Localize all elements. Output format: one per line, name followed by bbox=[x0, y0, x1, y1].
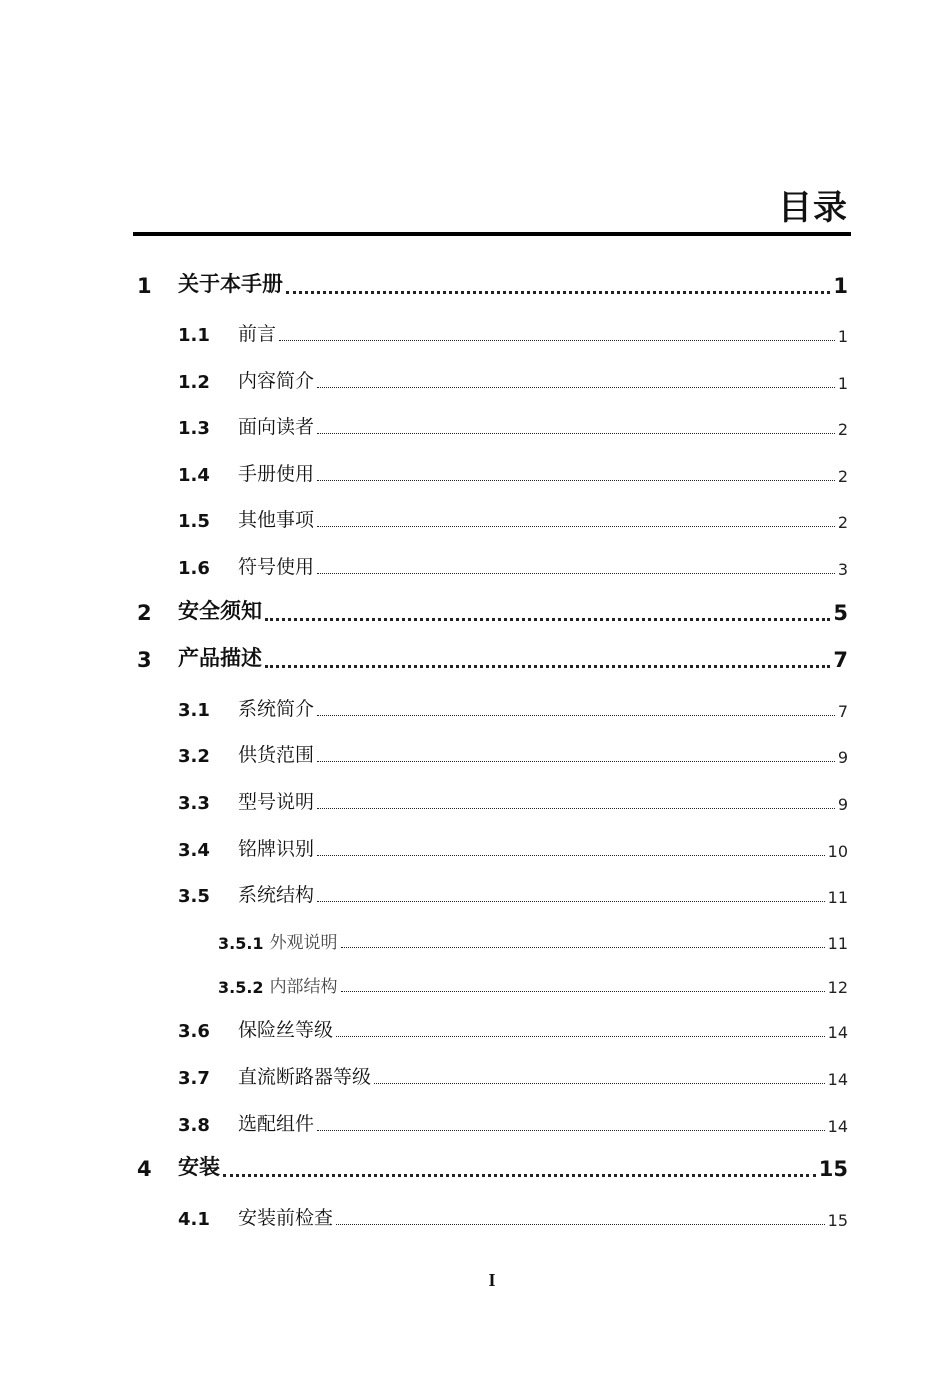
toc-entry[interactable] bbox=[133, 1200, 848, 1230]
toc-entry-number: 1 bbox=[137, 274, 152, 298]
dot-leader bbox=[317, 855, 825, 856]
toc-entry[interactable] bbox=[133, 784, 848, 814]
toc-entry[interactable] bbox=[133, 409, 848, 439]
toc-entry[interactable] bbox=[133, 1059, 848, 1089]
dot-leader bbox=[317, 573, 835, 574]
dot-leader bbox=[317, 715, 835, 716]
toc-entry-page: 9 bbox=[837, 748, 848, 767]
toc-entry-title: 直流断路器等级 bbox=[238, 1066, 372, 1088]
dot-leader bbox=[317, 901, 825, 902]
toc-entry[interactable] bbox=[133, 268, 848, 298]
toc-entry-title: 手册使用 bbox=[238, 463, 315, 485]
toc-entry-title: 系统结构 bbox=[238, 884, 315, 906]
toc-entry-title: 安装前检查 bbox=[238, 1207, 334, 1229]
toc-entry-page: 1 bbox=[837, 374, 848, 393]
toc-entry-title: 外观说明 bbox=[269, 933, 338, 953]
toc-entry-title: 型号说明 bbox=[238, 791, 315, 813]
toc-entry[interactable] bbox=[133, 642, 848, 672]
toc-entry-title: 供货范围 bbox=[238, 744, 315, 766]
toc-entry-page: 1 bbox=[837, 327, 848, 346]
toc-entry[interactable] bbox=[133, 1012, 848, 1042]
toc-entry[interactable] bbox=[133, 595, 848, 625]
toc-entry-page: 15 bbox=[827, 1211, 848, 1230]
toc-entry-page: 1 bbox=[833, 274, 848, 298]
toc-entry-page: 14 bbox=[827, 1117, 848, 1136]
toc-entry-title: 铭牌识别 bbox=[238, 838, 315, 860]
toc-entry-page: 7 bbox=[833, 648, 848, 672]
toc-entry-title: 安全须知 bbox=[178, 599, 262, 623]
toc-entry[interactable] bbox=[133, 923, 848, 953]
toc-entry-page: 2 bbox=[837, 420, 848, 439]
dot-leader bbox=[317, 433, 835, 434]
dot-leader bbox=[341, 947, 825, 948]
toc-entry-page: 14 bbox=[827, 1070, 848, 1089]
toc-entry-title: 关于本手册 bbox=[178, 272, 283, 296]
toc-entry-page: 2 bbox=[837, 467, 848, 486]
toc-entry[interactable] bbox=[133, 456, 848, 486]
dot-leader bbox=[317, 808, 835, 809]
toc-entry-number: 3.5 bbox=[178, 886, 210, 907]
dot-leader bbox=[374, 1083, 825, 1084]
toc-entry-number: 1.3 bbox=[178, 418, 210, 439]
toc-entry-page: 2 bbox=[837, 513, 848, 532]
toc-entry-title: 产品描述 bbox=[178, 646, 262, 670]
toc-entry[interactable] bbox=[133, 967, 848, 997]
toc-entry-number: 1.2 bbox=[178, 372, 210, 393]
toc-entry-number: 3 bbox=[137, 648, 152, 672]
toc-entry-title: 保险丝等级 bbox=[238, 1019, 334, 1041]
toc-entry-page: 7 bbox=[837, 702, 848, 721]
dot-leader bbox=[286, 291, 830, 294]
dot-leader bbox=[317, 1130, 825, 1131]
toc-entry[interactable] bbox=[133, 691, 848, 721]
toc-entry-page: 5 bbox=[833, 601, 848, 625]
toc-entry-page: 10 bbox=[827, 842, 848, 861]
toc-entry-title: 其他事项 bbox=[238, 509, 315, 531]
toc-entry-title: 前言 bbox=[238, 323, 277, 345]
toc-entry-number: 3.5.1 bbox=[218, 934, 264, 953]
toc-entry[interactable] bbox=[133, 502, 848, 532]
toc-entry[interactable] bbox=[133, 831, 848, 861]
toc-entry-page: 11 bbox=[827, 934, 848, 953]
toc-entry-page: 9 bbox=[837, 795, 848, 814]
toc-entry[interactable] bbox=[133, 737, 848, 767]
toc-entry-title: 面向读者 bbox=[238, 416, 315, 438]
toc-entry-title: 内容简介 bbox=[238, 370, 315, 392]
dot-leader bbox=[317, 526, 835, 527]
toc-entry-number: 3.1 bbox=[178, 700, 210, 721]
toc-entry-page: 11 bbox=[827, 888, 848, 907]
toc-entry-title: 符号使用 bbox=[238, 556, 315, 578]
toc-entry[interactable] bbox=[133, 1106, 848, 1136]
toc-entry-number: 1.5 bbox=[178, 511, 210, 532]
toc-entry-title: 内部结构 bbox=[269, 977, 338, 997]
toc-entry-page: 12 bbox=[827, 978, 848, 997]
dot-leader bbox=[317, 480, 835, 481]
dot-leader bbox=[317, 387, 835, 388]
toc-entry-number: 3.6 bbox=[178, 1021, 210, 1042]
toc-entry-number: 3.2 bbox=[178, 746, 210, 767]
toc-heading: 目录 bbox=[778, 188, 848, 228]
dot-leader bbox=[336, 1036, 825, 1037]
toc-entry-number: 1.4 bbox=[178, 465, 210, 486]
toc-entry-number: 2 bbox=[137, 601, 152, 625]
toc-entry[interactable] bbox=[133, 363, 848, 393]
toc-entry-number: 1.1 bbox=[178, 325, 210, 346]
toc-entry-number: 1.6 bbox=[178, 558, 210, 579]
toc-entry-number: 3.5.2 bbox=[218, 978, 264, 997]
toc-entry[interactable] bbox=[133, 316, 848, 346]
toc-entry-page: 15 bbox=[818, 1157, 848, 1181]
toc-entry-number: 4.1 bbox=[178, 1209, 210, 1230]
toc-entry-title: 安装 bbox=[178, 1155, 220, 1179]
toc-entry-page: 3 bbox=[837, 560, 848, 579]
dot-leader bbox=[341, 991, 825, 992]
toc-entry-number: 3.3 bbox=[178, 793, 210, 814]
toc-entry[interactable] bbox=[133, 877, 848, 907]
heading-rule bbox=[133, 232, 851, 236]
toc-entry-page: 14 bbox=[827, 1023, 848, 1042]
toc-entry-number: 4 bbox=[137, 1157, 152, 1181]
toc-entry[interactable] bbox=[133, 1151, 848, 1181]
dot-leader bbox=[223, 1174, 816, 1177]
toc-entry-title: 系统简介 bbox=[238, 698, 315, 720]
dot-leader bbox=[265, 665, 830, 668]
toc-entry-number: 3.7 bbox=[178, 1068, 210, 1089]
toc-entry-number: 3.4 bbox=[178, 840, 210, 861]
dot-leader bbox=[265, 618, 830, 621]
dot-leader bbox=[317, 761, 835, 762]
toc-entry[interactable] bbox=[133, 549, 848, 579]
dot-leader bbox=[336, 1224, 825, 1225]
page-number: I bbox=[488, 1270, 496, 1290]
dot-leader bbox=[279, 340, 835, 341]
toc-entry-number: 3.8 bbox=[178, 1115, 210, 1136]
toc-entry-title: 选配组件 bbox=[238, 1113, 315, 1135]
